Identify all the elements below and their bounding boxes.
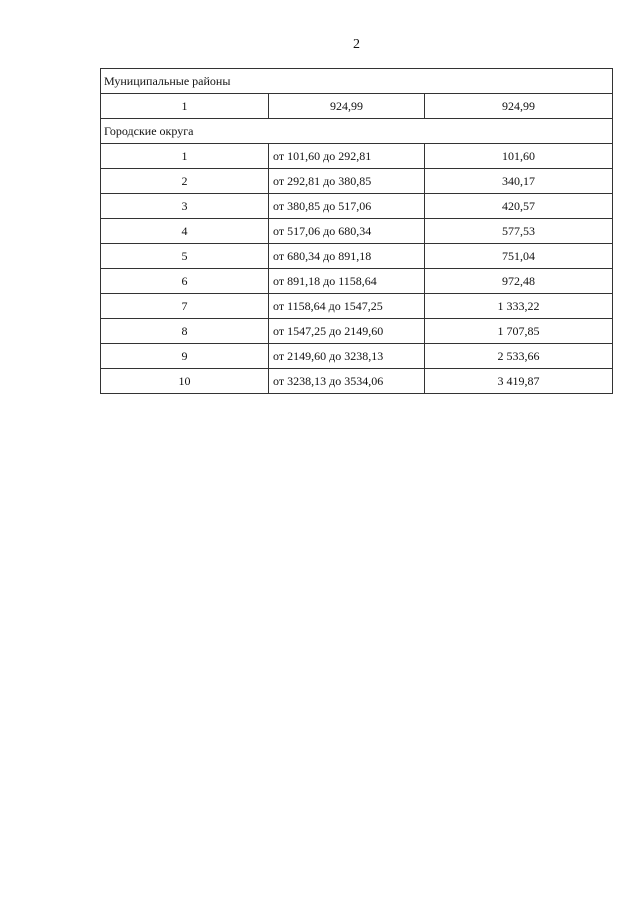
- range-cell: от 680,34 до 891,18: [269, 244, 425, 269]
- value-cell: 924,99: [425, 94, 613, 119]
- value-cell: 1 333,22: [425, 294, 613, 319]
- row-number-cell: 5: [101, 244, 269, 269]
- value-cell: 420,57: [425, 194, 613, 219]
- table-row: [101, 344, 613, 369]
- range-cell: от 292,81 до 380,85: [269, 169, 425, 194]
- table-row: [101, 319, 613, 344]
- page-number: 2: [353, 37, 360, 52]
- range-cell: от 380,85 до 517,06: [269, 194, 425, 219]
- range-cell: от 1547,25 до 2149,60: [269, 319, 425, 344]
- range-cell: от 1158,64 до 1547,25: [269, 294, 425, 319]
- table-row: [101, 294, 613, 319]
- row-number-cell: 10: [101, 369, 269, 394]
- row-number-cell: 1: [101, 94, 269, 119]
- value-cell: 1 707,85: [425, 319, 613, 344]
- row-number-cell: 2: [101, 169, 269, 194]
- value-cell: 3 419,87: [425, 369, 613, 394]
- section-header-row: [101, 119, 613, 144]
- value-cell: 577,53: [425, 219, 613, 244]
- range-cell: от 2149,60 до 3238,13: [269, 344, 425, 369]
- coefficients-table: [100, 68, 613, 394]
- table-row: [101, 219, 613, 244]
- value-cell: 340,17: [425, 169, 613, 194]
- section-title: Муниципальные районы: [101, 69, 613, 94]
- value-cell: 101,60: [425, 144, 613, 169]
- table-row: [101, 269, 613, 294]
- row-number-cell: 9: [101, 344, 269, 369]
- table-row: [101, 194, 613, 219]
- row-number-cell: 6: [101, 269, 269, 294]
- row-number-cell: 3: [101, 194, 269, 219]
- range-cell: от 517,06 до 680,34: [269, 219, 425, 244]
- row-number-cell: 4: [101, 219, 269, 244]
- table-row: [101, 144, 613, 169]
- section-title: Городские округа: [101, 119, 613, 144]
- table-body: [101, 69, 613, 394]
- row-number-cell: 8: [101, 319, 269, 344]
- range-cell: от 101,60 до 292,81: [269, 144, 425, 169]
- value-cell: 972,48: [425, 269, 613, 294]
- value-cell: 2 533,66: [425, 344, 613, 369]
- row-number-cell: 7: [101, 294, 269, 319]
- range-cell: 924,99: [269, 94, 425, 119]
- value-cell: 751,04: [425, 244, 613, 269]
- table-row: [101, 94, 613, 119]
- section-header-row: [101, 69, 613, 94]
- table-row: [101, 369, 613, 394]
- table-row: [101, 169, 613, 194]
- row-number-cell: 1: [101, 144, 269, 169]
- range-cell: от 891,18 до 1158,64: [269, 269, 425, 294]
- range-cell: от 3238,13 до 3534,06: [269, 369, 425, 394]
- table-row: [101, 244, 613, 269]
